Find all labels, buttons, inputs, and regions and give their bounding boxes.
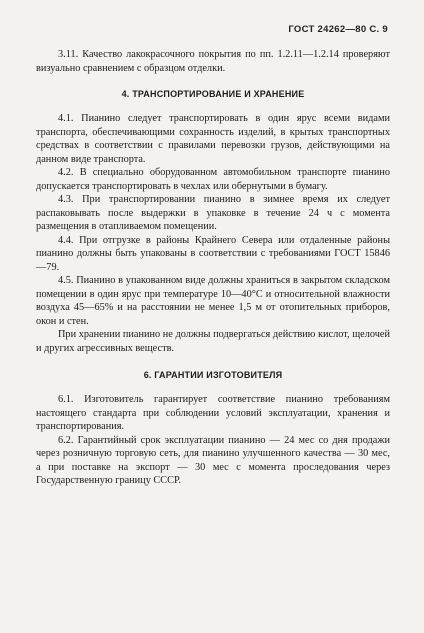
paragraph-4-3: 4.3. При транспортировании пианино в зимнее время их следует распаковывать после выдержки в упаковке в течение 24 ч с момента размещения в отапливаемом помещении. [36,194,390,232]
section-6-heading: 6. ГАРАНТИИ ИЗГОТОВИТЕЛЯ [143,370,283,380]
paragraph-4-2: 4.2. В специально оборудованном автомобильном транспорте пианино допускается транспортировать в чехлах или обернутыми в бумагу. [36,167,390,192]
paragraph-4-4: 4.4. При отгрузке в районы Крайнего Севера или отдаленные районы пианино должны быть упакованы в соответствии с требованиями ГОСТ 15846—79. [36,234,390,273]
section-4-heading: 4. ТРАНСПОРТИРОВАНИЕ И ХРАНЕНИЕ [121,89,305,99]
paragraph-4-1: 4.1. Пианино следует транспортировать в один ярус всеми видами транспорта, обеспечивающими сохранность изделий, в крытых транспортных средствах в соответствии с правилами перевозки грузов, действующими на данном виде транспорта. [36,113,390,165]
paragraph-4-5: 4.5. Пианино в упакованном виде должны храниться в закрытом складском помещении в один ярус при температуре 10—40°С и относительной влажности воздуха 45—65% и на расстоянии не менее 1,5 м от отопительных приборов, окон и стен. [36,275,390,327]
document-body [36,48,390,488]
paragraph-4-5-note: При хранении пианино не должны подвергаться действию кислот, щелочей и других агрессивных веществ. [36,329,390,354]
paragraph-6-2: 6.2. Гарантийный срок эксплуатации пианино — 24 мес со дня продажи через розничную торговую сеть, для пианино улучшенного качества — 30 мес, а при поставке на экспорт — 30 мес с момента проследования через Государственную границу СССР. [36,434,390,486]
page-header: ГОСТ 24262—80 С. 9 [288,24,388,35]
paragraph-6-1: 6.1. Изготовитель гарантирует соответствие пианино требованиям настоящего стандарта при соблюдении условий эксплуатации, хранения и транспортирования. [36,394,390,432]
paragraph-3-11: 3.11. Качество лакокрасочного покрытия по пп. 1.2.11—1.2.14 проверяют визуально сравнением с образцом отделки. [36,49,390,74]
